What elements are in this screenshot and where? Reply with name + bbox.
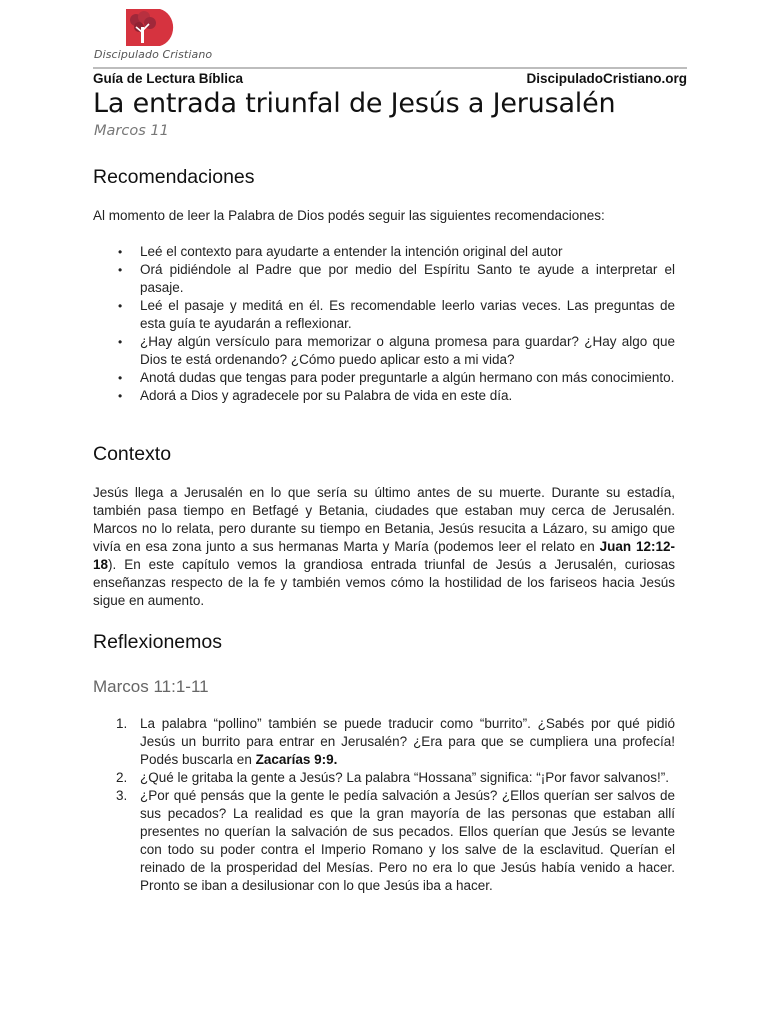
bullet-icon: • (118, 263, 123, 277)
bullet-icon: • (118, 299, 123, 313)
logo (94, 8, 214, 60)
scripture-reference: Juan 12:12-18 (93, 539, 675, 572)
question-item: 3. ¿Por qué pensás que la gente le pedía salvación a Jesús? ¿Ellos querían ser salvos de sus pecados? La realidad es que la gran mayoría de las personas que estaban allí presentes no querían la salvación de sus pecados. Ellos querían que Jesús se levante con todo su poder contra el Imperio Romano y los salve de la esclavitud. Querían el reinado de la prosperidad del Mesías. Pero no era lo que Jesús había venido a hacer. Pronto se iban a desilusionar con lo que Jesús iba a hacer. (116, 788, 675, 893)
passage-heading: Marcos 11:1-11 (93, 677, 209, 696)
bullet-icon: • (118, 335, 123, 349)
page-title: La entrada triunfal de Jesús a Jerusalén (93, 88, 616, 119)
question-item: 1. La palabra “pollino” también se puede traducir como “burrito”. ¿Sabés por qué pidió Jesús un burrito para entrar en Jerusalén? ¿Era para que se cumpliera una profecía! Podés buscarla en Zacarías 9:9. (116, 716, 675, 767)
questions-list (93, 715, 675, 895)
bullet-icon: • (118, 371, 123, 385)
page-subtitle: Marcos 11 (94, 123, 169, 139)
question-item: 2. ¿Qué le gritaba la gente a Jesús? La palabra “Hossana” significa: “¡Por favor salvanos!”. (116, 770, 670, 785)
list-item: • Leé el pasaje y meditá en él. Es recomendable leerlo varias veces. Las preguntas de esta guía te ayudarán a reflexionar. (118, 298, 675, 331)
logo-tree-icon (124, 8, 174, 48)
scripture-reference: Zacarías 9:9. (255, 752, 338, 767)
list-item: • Adorá a Dios y agradecele por su Palabra de vida en este día. (118, 388, 513, 403)
bullet-icon: • (118, 389, 123, 403)
heading-contexto: Contexto (93, 443, 172, 465)
logo-text: Discipulado Cristiano (94, 48, 213, 61)
heading-recomendaciones: Recomendaciones (93, 166, 255, 188)
contexto-paragraph: Jesús llega a Jerusalén en lo que sería su último antes de su muerte. Durante su estadía, también pasa tiempo en Betfagé y Betania, ciudades que estaban muy cerca de Jerusalén. Marcos no lo relata, pero durante su tiempo en Betania, Jesús resucita a Lázaro, su amigo que vivía en esa zona junto a sus hermanas Marta y María (podemos leer el relato en Juan 12:12-18). En este capítulo vemos la grandiosa entrada triunfal de Jesús a Jerusalén, curiosas enseñanzas respecto de la fe y también vemos cómo la hostilidad de los fariseos hacia Jesús sigue en aumento. (93, 485, 675, 608)
list-item: • ¿Hay algún versículo para memorizar o alguna promesa para guardar? ¿Hay algo que Dios te está ordenando? ¿Cómo puedo aplicar esto a mi vida? (118, 334, 675, 367)
recomendaciones-intro: Al momento de leer la Palabra de Dios podés seguir las siguientes recomendaciones: (93, 208, 605, 223)
header-website-link[interactable]: DiscipuladoCristiano.org (526, 71, 687, 86)
list-item: • Anotá dudas que tengas para poder preguntarle a algún hermano con más conocimiento. (118, 370, 675, 385)
header-divider (93, 67, 687, 69)
heading-reflexionemos: Reflexionemos (93, 631, 222, 653)
list-item: • Leé el contexto para ayudarte a entender la intención original del autor (118, 244, 563, 259)
recomendaciones-list (93, 243, 675, 405)
bullet-icon: • (118, 245, 123, 259)
header-guide-label: Guía de Lectura Bíblica (93, 71, 244, 86)
list-item: • Orá pidiéndole al Padre que por medio del Espíritu Santo te ayude a interpretar el pasaje. (118, 262, 675, 295)
